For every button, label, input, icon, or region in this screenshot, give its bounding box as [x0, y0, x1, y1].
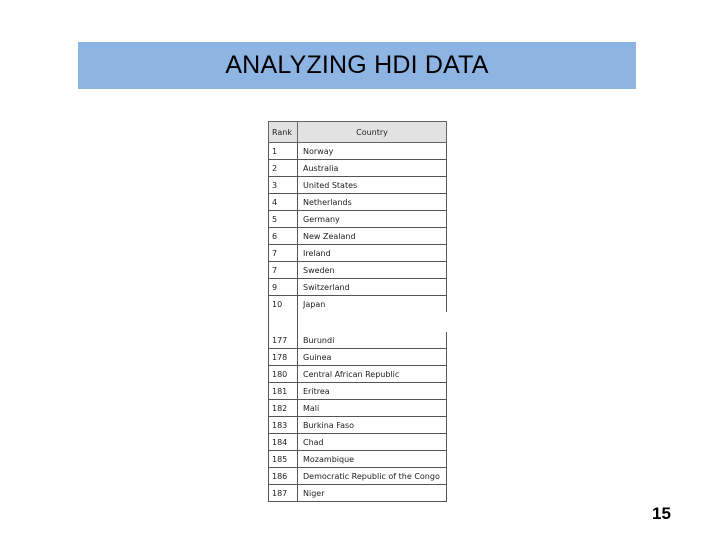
slide-title-bar	[78, 42, 636, 89]
table-row	[269, 245, 447, 262]
rank-cell: 186	[269, 468, 298, 485]
table-row	[269, 262, 447, 279]
rank-cell: 6	[269, 228, 298, 245]
rank-cell: 9	[269, 279, 298, 296]
table-row	[269, 434, 447, 451]
hdi-ranking-table	[268, 121, 447, 502]
rank-cell: 10	[269, 296, 298, 313]
gap-cell	[298, 312, 447, 332]
table-row	[269, 279, 447, 296]
table-row	[269, 160, 447, 177]
rank-cell: 185	[269, 451, 298, 468]
table-row	[269, 485, 447, 502]
rank-cell: 3	[269, 177, 298, 194]
table-row	[269, 366, 447, 383]
page-number: 15	[652, 504, 671, 523]
rank-cell: 7	[269, 262, 298, 279]
rank-cell: 182	[269, 400, 298, 417]
country-cell: United States	[298, 177, 447, 194]
country-cell: Democratic Republic of the Congo	[298, 468, 447, 485]
table-row	[269, 296, 447, 313]
country-cell: Norway	[298, 143, 447, 160]
country-column-header: Country	[298, 122, 447, 143]
country-cell: Chad	[298, 434, 447, 451]
table-row	[269, 332, 447, 349]
country-cell: Ireland	[298, 245, 447, 262]
table-row	[269, 211, 447, 228]
gap-cell	[269, 312, 298, 332]
table-row	[269, 417, 447, 434]
country-cell: Burundi	[298, 332, 447, 349]
rank-cell: 177	[269, 332, 298, 349]
table-row	[269, 468, 447, 485]
rank-cell: 184	[269, 434, 298, 451]
table-body	[269, 143, 447, 502]
country-cell: Mozambique	[298, 451, 447, 468]
rank-cell: 4	[269, 194, 298, 211]
table-row	[269, 383, 447, 400]
country-cell: Netherlands	[298, 194, 447, 211]
rank-cell: 181	[269, 383, 298, 400]
rank-cell: 2	[269, 160, 298, 177]
table-row	[269, 177, 447, 194]
table-header-row	[269, 122, 447, 143]
country-cell: New Zealand	[298, 228, 447, 245]
rank-cell: 178	[269, 349, 298, 366]
table-row	[269, 194, 447, 211]
country-cell: Central African Republic	[298, 366, 447, 383]
country-cell: Germany	[298, 211, 447, 228]
rank-cell: 7	[269, 245, 298, 262]
table-row	[269, 228, 447, 245]
rank-column-header: Rank	[269, 122, 298, 143]
country-cell: Burkina Faso	[298, 417, 447, 434]
rank-cell: 180	[269, 366, 298, 383]
rank-cell: 1	[269, 143, 298, 160]
country-cell: Australia	[298, 160, 447, 177]
country-cell: Sweden	[298, 262, 447, 279]
country-cell: Eritrea	[298, 383, 447, 400]
table-row	[269, 451, 447, 468]
country-cell: Switzerland	[298, 279, 447, 296]
slide-title: ANALYZING HDI DATA	[225, 51, 489, 79]
country-cell: Guinea	[298, 349, 447, 366]
rank-cell: 187	[269, 485, 298, 502]
table-row	[269, 349, 447, 366]
rank-cell: 5	[269, 211, 298, 228]
country-cell: Niger	[298, 485, 447, 502]
rank-cell: 183	[269, 417, 298, 434]
table-row	[269, 400, 447, 417]
country-cell: Japan	[298, 296, 447, 313]
country-cell: Mali	[298, 400, 447, 417]
table-gap-row	[269, 312, 447, 332]
table-row	[269, 143, 447, 160]
